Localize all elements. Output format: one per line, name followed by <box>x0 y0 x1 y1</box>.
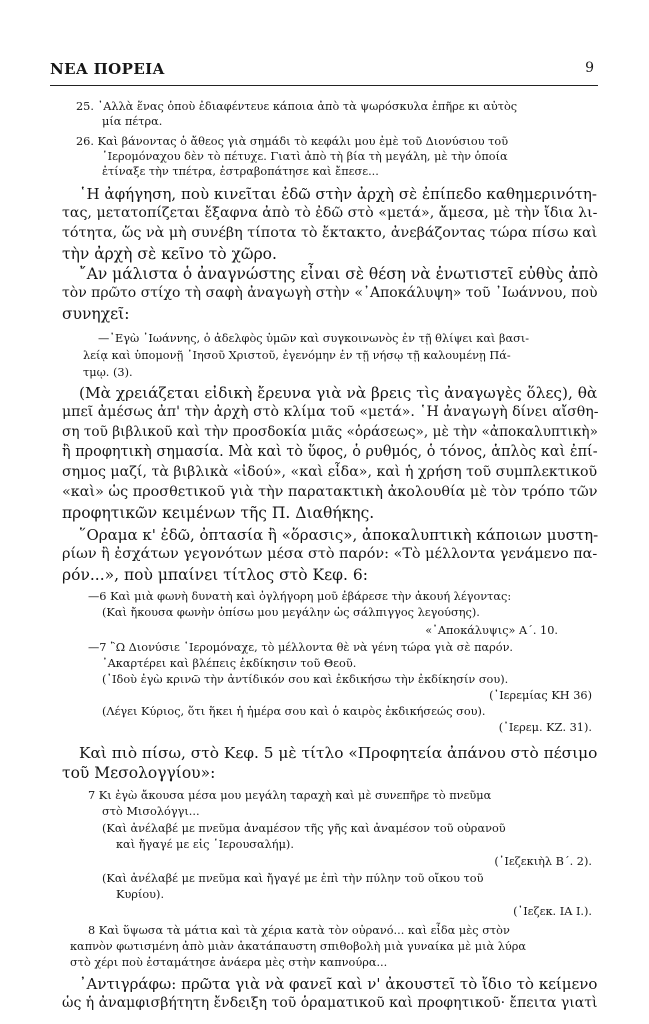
footnote-26-line-1: 26. Καὶ βάνοντας ὁ ἄθεος γιὰ σημάδι τὸ κεφάλι μου ἐμὲ τοῦ Διονύσιου τοῦ <box>76 135 509 148</box>
quote-reference: (᾿Ιερεμ. ΚΖ. 31). <box>498 721 592 734</box>
quote-line: λείᾳ καὶ ὑπομονῇ ᾿Ιησοῦ Χριστοῦ, ἐγενόμην ἐν τῇ νήσῳ τῇ καλουμένῃ Πά- <box>83 349 511 362</box>
quote-line: —᾿Εγὼ ᾿Ιωάννης, ὁ ἀδελφὸς ὑμῶν καὶ συγκοινωνὸς ἐν τῇ θλίψει καὶ βασι- <box>98 332 530 345</box>
body-line: ὡς ἡ ἀναμφισβήτητη ἔνδειξη τοῦ ὁραματικοῦ καὶ προφητικοῦ· ἔπειτα γιατὶ <box>62 995 598 1011</box>
footnote-26-line-2: ῾Ιερομόναχου δὲν τὸ πέτυχε. Γιατὶ ἀπὸ τὴ βία τὴ μεγάλη, μὲ τὴν ὁποία <box>102 150 508 163</box>
body-line: τας, μετατοπίζεται ἔξαφνα ἀπὸ τὸ ἐδῶ στὸ «μετά», ἄμεσα, μὲ τὴν ἴδια λι- <box>62 205 598 221</box>
quote-reference: (᾿Ιεζεκιὴλ Β΄. 2). <box>494 855 592 868</box>
body-line: τότητα, ὥς νὰ μὴ συνέβη τίποτα τὸ ἔκτακτο, ἀνεβάζοντας τώρα πίσω καὶ <box>62 225 598 241</box>
running-title: ΝΕΑ ΠΟΡΕΙΑ <box>50 60 165 78</box>
body-line: τὸν πρῶτο στίχο τὴ σαφὴ ἀναγωγὴ στὴν «᾿Αποκάλυψη» τοῦ ᾿Ιωάννου, ποὺ <box>62 285 598 301</box>
quote-line: καπνὸν φωτισμένη ἀπὸ μιὰν ἀκατάπαυστη σπιθοβολὴ μιὰ γυναίκα μὲ μιὰ λύρα <box>70 940 527 953</box>
footnote-25-line-2: μία πέτρα. <box>102 115 163 128</box>
body-line: προφητικῶν κειμένων τῆς Π. Διαθήκης. <box>62 504 375 522</box>
body-line: τὴν ἀρχὴ σὲ κεῖνο τὸ χῶρο. <box>62 245 277 263</box>
quote-reference: (᾿Ιερεμίας ΚΗ 36) <box>489 689 592 702</box>
body-line: «καὶ» ὡς προσθετικοῦ γιὰ τὴν παρατακτικὴ ἀκολουθία μὲ τὸν τρόπο τῶν <box>62 484 598 500</box>
page-number: 9 <box>585 60 594 76</box>
quote-line: 7 Κι ἐγὼ ἄκουσα μέσα μου μεγάλη ταραχὴ καὶ μὲ συνεπῆρε τὸ πνεῦμα <box>88 789 492 802</box>
body-line: ρόν...», ποὺ μπαίνει τίτλος στὸ Κεφ. 6: <box>62 566 368 584</box>
body-line: ῎Αν μάλιστα ὁ ἀναγνώστης εἶναι σὲ θέση νὰ ἐνωτιστεῖ εὐθὺς ἀπὸ <box>79 265 598 283</box>
quote-line: (Καὶ ἤκουσα φωνὴν ὀπίσω μου μεγάλην ὡς σάλπιγγος λεγούσης). <box>102 606 480 619</box>
quote-line: ᾿Ακαρτέρει καὶ βλέπεις ἐκδίκησιν τοῦ Θεοῦ. <box>102 657 357 670</box>
quote-line: στὸ Μισολόγγι... <box>102 805 200 818</box>
body-line: ῾Η ἀφήγηση, ποὺ κινεῖται ἐδῶ στὴν ἀρχὴ σὲ ἐπίπεδο καθημερινότη- <box>79 185 598 203</box>
body-line: ἢ προφητικὴ σημασία. Μὰ καὶ τὸ ὕφος, ὁ ρυθμός, ὁ τόνος, ἁπλὸς καὶ ἐπί- <box>62 444 598 460</box>
body-line: τοῦ Μεσολογγίου»: <box>62 764 216 782</box>
quote-reference: (᾿Ιεζεκ. ΙΑ Ι.). <box>513 905 592 918</box>
quote-line: τμῳ. (3). <box>83 366 133 379</box>
body-line: ση τοῦ βιβλικοῦ καὶ τὴν προσδοκία μιᾶς «ὁράσεως», μὲ τὴν «ἀποκαλυπτικὴ» <box>62 424 598 440</box>
body-line: συνηχεῖ: <box>62 305 130 323</box>
quote-line: στὸ χέρι ποὺ ἐσταμάτησε ἀνάερα μὲς στὴν καπνούρα... <box>70 956 388 969</box>
quote-line: (᾿Ιδοὺ ἐγὼ κρινῶ τὴν ἀντίδικόν σου καὶ ἐκδικήσω τὴν ἐκδίκησίν σου). <box>102 673 509 686</box>
quote-line: 8 Καὶ ὕψωσα τὰ μάτια καὶ τὰ χέρια κατὰ τὸν οὐρανό... καὶ εἶδα μὲς στὸν <box>88 924 510 937</box>
quote-line: Κυρίου). <box>116 888 165 901</box>
quote-line: καὶ ἤγαγέ με εἰς ῾Ιερουσαλήμ). <box>116 838 294 851</box>
quote-line: (Καὶ ἀνέλαβέ με πνεῦμα καὶ ἤγαγέ με ἐπὶ τὴν πύλην τοῦ οἴκου τοῦ <box>102 872 484 885</box>
quote-reference: «᾿Αποκάλυψις» Α΄. 10. <box>425 624 558 637</box>
quote-line: (Καὶ ἀνέλαβέ με πνεῦμα ἀναμέσον τῆς γῆς καὶ ἀναμέσον τοῦ οὐρανοῦ <box>102 822 506 835</box>
body-line: Καὶ πιὸ πίσω, στὸ Κεφ. 5 μὲ τίτλο «Προφητεία ἀπάνου στὸ πέσιμο <box>79 744 598 762</box>
body-line: ρίων ἢ ἐσχάτων γεγονότων μέσα στὸ παρόν: «Τὸ μέλλοντα γενάμενο πα- <box>62 546 598 562</box>
footnote-26-line-3: ἐτίναξε τὴν τπέτρα, ἐστραβοπάτησε καὶ ἔπεσε... <box>102 165 379 178</box>
body-line: σημος μαζί, τὰ βιβλικὰ «ἰδού», «καὶ εἶδα», καὶ ἡ χρήση τοῦ συμπλεκτικοῦ <box>62 464 598 480</box>
body-line: ῞Οραμα κ' ἐδῶ, ὀπτασία ἢ «ὅρασις», ἀποκαλυπτικὴ κάποιων μυστη- <box>79 526 599 544</box>
body-line: μπεῖ ἀμέσως ἀπ' τὴν ἀρχὴ στὸ κλίμα τοῦ «μετά». ῾Η ἀναγωγὴ δίνει αἴσθη- <box>62 404 599 420</box>
quote-line: —6 Καὶ μιὰ φωνὴ δυνατὴ καὶ ὀγλήγορη μοῦ ἐβάρεσε τὴν ἀκουή λέγοντας: <box>88 590 512 603</box>
quote-line: (Λέγει Κύριος, ὅτι ἥκει ἡ ἡμέρα σου καὶ ὁ καιρὸς ἐκδικήσεώς σου). <box>102 705 486 718</box>
body-line: ᾿Αντιγράφω: πρῶτα γιὰ νὰ φανεῖ καὶ ν' ἀκουστεῖ τὸ ἴδιο τὸ κείμενο <box>79 975 598 993</box>
quote-line: —7 ῍Ω Διονύσιε ῾Ιερομόναχε, τὸ μέλλοντα θὲ νὰ γένη τώρα γιὰ σὲ παρόν. <box>88 641 514 654</box>
body-line: (Μὰ χρειάζεται εἰδικὴ ἔρευνα γιὰ νὰ βρεις τὶς ἀναγωγὲς ὅλες), θὰ <box>79 384 598 402</box>
footnote-25-line-1: 25. ᾿Αλλὰ ἕνας ὁποὺ ἐδιαφέντευε κάποια ἀπὸ τὰ ψωρόσκυλα ἐπῆρε κι αὐτὸς <box>76 100 518 113</box>
running-header <box>50 57 598 86</box>
